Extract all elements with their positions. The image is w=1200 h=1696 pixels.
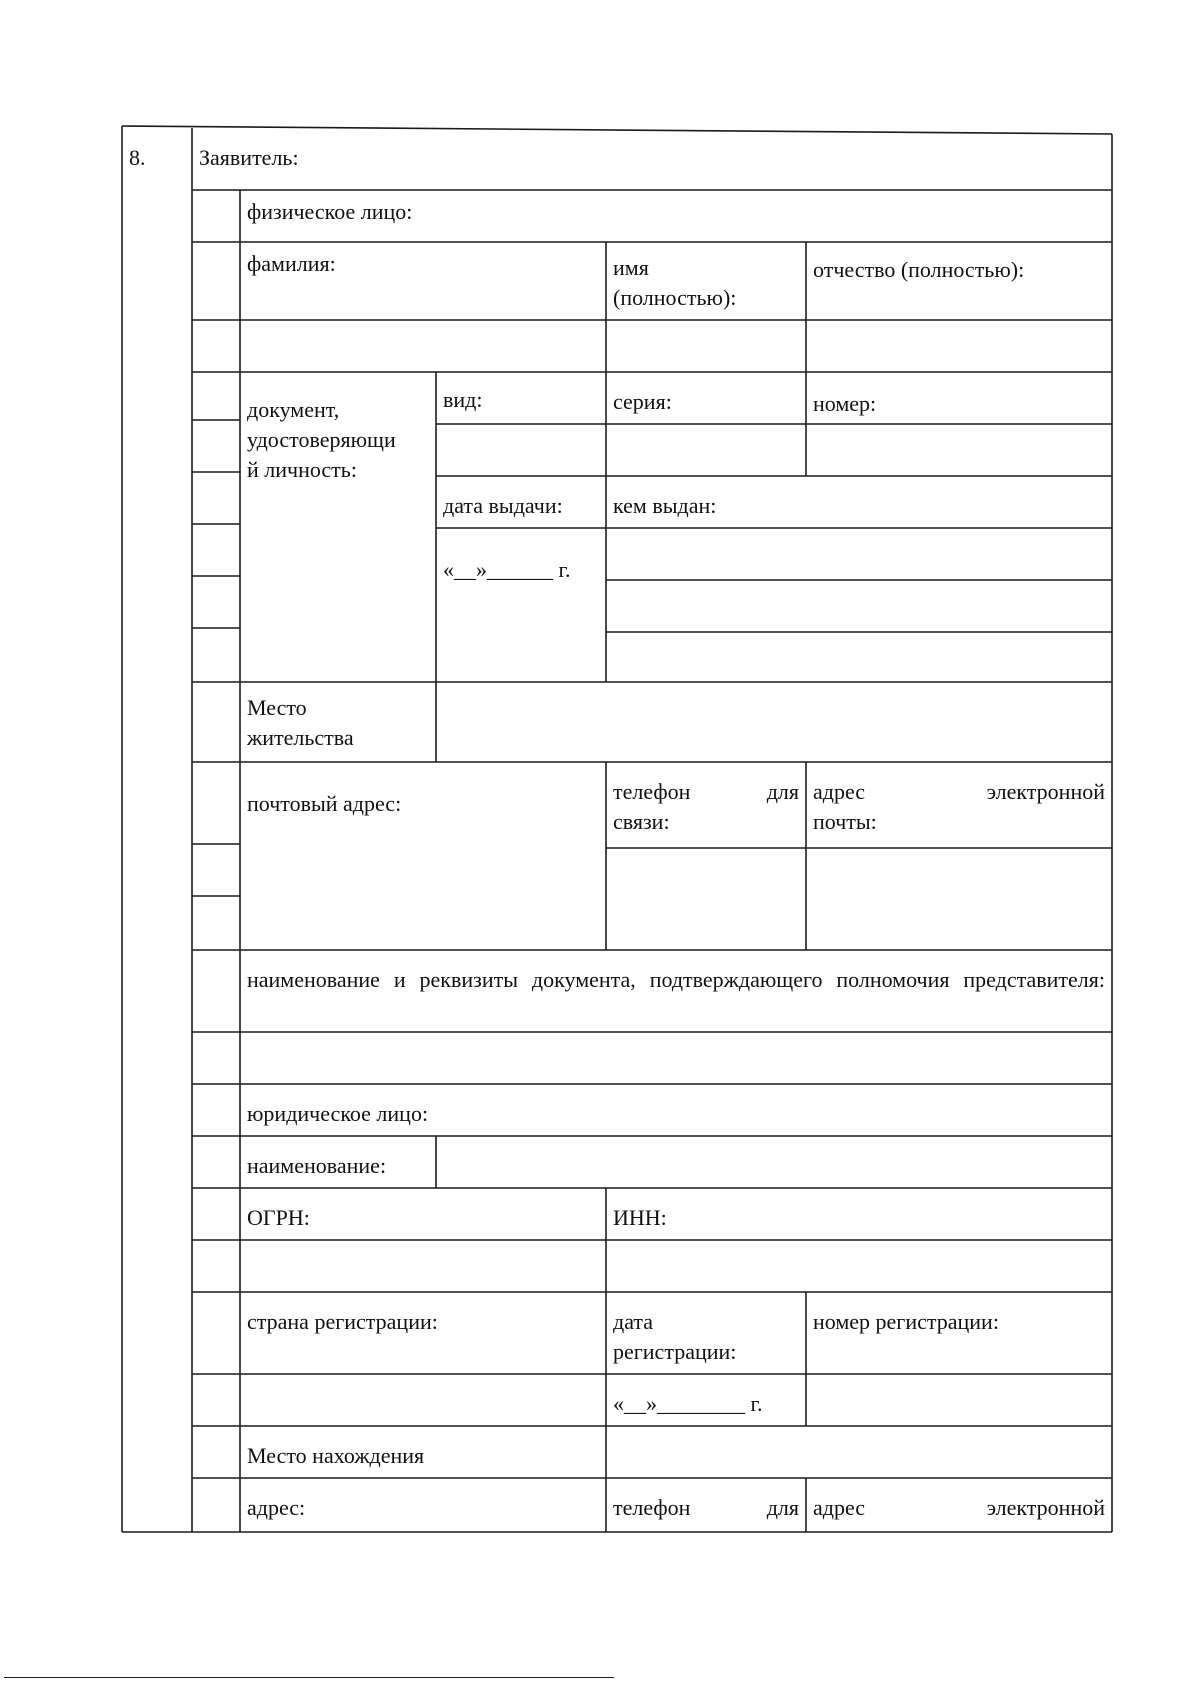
entity-name-field[interactable] — [438, 1138, 1110, 1186]
country-label: страна регистрации: — [247, 1309, 438, 1334]
id-document-label-line1: документ, — [247, 397, 340, 422]
email-label-line2: почты: — [813, 809, 877, 834]
ogrn-field[interactable] — [242, 1242, 604, 1290]
patronymic-label: отчество (полностью): — [813, 257, 1025, 282]
postal-address-label: почтовый адрес: — [247, 791, 402, 816]
footnote-separator — [4, 1677, 614, 1678]
document-number-field[interactable] — [808, 426, 1110, 456]
first-name-field[interactable] — [608, 322, 804, 352]
surname-label: фамилия: — [247, 251, 336, 276]
phone-label-line2: связи: — [613, 809, 670, 834]
issue-date-template[interactable]: «__»______ г. — [443, 557, 571, 582]
patronymic-field[interactable] — [808, 322, 1110, 352]
id-document-label-line2: удостоверяющи — [247, 427, 396, 452]
registration-number-label: номер регистрации: — [813, 1309, 999, 1334]
location-label: Место нахождения — [247, 1443, 425, 1468]
postal-address-field[interactable] — [242, 830, 604, 948]
individual-heading: физическое лицо: — [247, 199, 413, 224]
registration-date-label-line2: регистрации: — [613, 1339, 737, 1364]
surname-field[interactable] — [242, 322, 604, 352]
entity-name-label: наименование: — [247, 1153, 387, 1178]
issued-by-field-line3[interactable] — [608, 634, 1110, 664]
document-series-label: серия: — [613, 389, 672, 414]
document-series-field[interactable] — [608, 426, 804, 456]
issued-by-field-line2[interactable] — [608, 582, 1110, 612]
name-label-line1: имя — [613, 255, 649, 280]
legal-entity-heading: юридическое лицо: — [247, 1101, 429, 1126]
email-label-line1: адрес электронной — [813, 779, 1105, 804]
issued-by-field-line1[interactable] — [608, 530, 1110, 560]
id-document-label-line3: й личность: — [247, 457, 357, 482]
phone-label-line1: телефон для — [613, 779, 799, 804]
registration-date-label-line1: дата — [613, 1309, 654, 1334]
residence-field[interactable] — [438, 684, 1110, 760]
applicant-label: Заявитель: — [199, 145, 299, 170]
country-field[interactable] — [242, 1376, 604, 1424]
email-field[interactable] — [808, 850, 1110, 948]
document-type-field[interactable] — [438, 426, 604, 456]
authority-document-field[interactable] — [242, 1034, 1110, 1082]
residence-label-line2: жительства — [247, 725, 354, 750]
entity-email-label: адрес электронной — [813, 1495, 1105, 1520]
address-label: адрес: — [247, 1495, 306, 1520]
registration-date-template[interactable]: «__»________ г. — [613, 1391, 763, 1416]
phone-field[interactable] — [608, 850, 804, 948]
inn-label: ИНН: — [613, 1205, 667, 1230]
inn-field[interactable] — [608, 1242, 1110, 1290]
residence-label-line1: Место — [247, 695, 307, 720]
issued-by-label: кем выдан: — [613, 493, 717, 518]
issue-date-label: дата выдачи: — [443, 493, 563, 518]
registration-number-field[interactable] — [808, 1376, 1110, 1424]
section-number: 8. — [129, 145, 146, 170]
document-number-label: номер: — [813, 391, 877, 416]
location-field[interactable] — [608, 1428, 1110, 1476]
authority-document-label: наименование и реквизиты документа, подтверждающего полномочия представителя: — [247, 967, 1105, 992]
entity-phone-label: телефон для — [613, 1495, 799, 1520]
name-label-line2: (полностью): — [613, 285, 737, 310]
document-type-label: вид: — [443, 387, 483, 412]
ogrn-label: ОГРН: — [247, 1205, 310, 1230]
